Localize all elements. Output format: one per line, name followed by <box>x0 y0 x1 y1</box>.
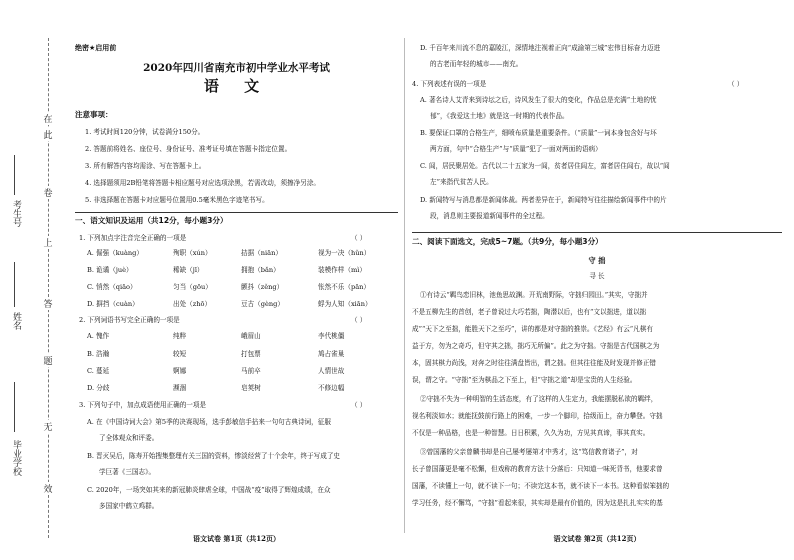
notice-item: 4. 选择题须用2B铅笔将答题卡相应题号对应选项涂黑，若需改动，须擦净另涂。 <box>85 179 321 187</box>
seal-word: 上 <box>40 236 56 249</box>
q3-option-line: A. 在《中国诗词大会》第5季的决赛现场，选手彭敏信手拈来一句句古典诗词，征服 <box>87 418 331 426</box>
section-rule <box>75 212 398 213</box>
page-footer-left: 语文试卷 第1页（共12页） <box>192 534 281 543</box>
subject-title: 语 文 <box>203 77 270 95</box>
q3-option-line: D. 千百年来川流不息的嘉陵江，深情地注视着正向“成渝第三城”宏伟目标奋力迈进 <box>420 44 661 52</box>
notice-item: 1. 考试时间120分钟，试卷满分150分。 <box>85 128 205 136</box>
article-line: 误，谓之守。“守拙”至为棋品之下至上，但“守拙之道”却是宝贵的人生经验。 <box>412 376 637 384</box>
article-line: ①有诗云“羁鸟恋旧林，池鱼思故渊。开荒南野际，守拙归园田。”其实，守拙并 <box>420 291 648 299</box>
page-right <box>412 0 782 560</box>
article-line: 成”“天下之至拙，能胜天下之至巧”，讲的都是对守拙的推崇。《艺经》有云“凡棋有 <box>412 325 653 333</box>
q4-option-line: A. 著名诗人艾青来到诗坛之后，诗风发生了很大的变化，作品总是充满“土地的忧 <box>420 96 657 104</box>
q1-option: 匀当（gōu） <box>173 283 212 291</box>
q1-option: 拮据（niān） <box>241 249 282 257</box>
q1-option: D. 摒挡（cuàn） <box>87 300 139 308</box>
q2-option: A. 愧作 <box>87 332 110 340</box>
q2-option: 马前卒 <box>241 367 261 375</box>
q1-option: 豆古（gèng） <box>241 300 284 308</box>
q2-option: 皂荚树 <box>241 384 261 392</box>
q2-option: 不修边幅 <box>318 384 345 392</box>
q2-option: 鸠占雀巢 <box>318 350 345 358</box>
q1-option: 殉职（xún） <box>173 249 212 257</box>
article-line: 益于方，勿为之奇巧，但守其之拙，拙巧无所偏”。此之为守拙。守拙是古代国棋之为 <box>412 342 660 350</box>
q4-option-line: C. 闾，居民聚居处。古代以二十五家为一闾，贫者居住闾左，富者居住闾右，故以“闾 <box>420 162 670 170</box>
q3-option-line: 多国家中鹤立鸡群。 <box>99 502 159 510</box>
notice-item: 2. 答题前将姓名、座位号、身份证号、准考证号填在答题卡指定位置。 <box>85 145 292 153</box>
article-line: ②守拙不失为一种明智的生活态度，有了这样的人生定力，我能摆脱私欲的羁绊， <box>420 395 658 403</box>
notice-heading: 注意事项： <box>75 110 113 119</box>
q2-option: 李代桃僵 <box>318 332 345 340</box>
q3-option-line: 学巨著《三国志》。 <box>99 468 156 476</box>
article-line: 本，固其棋力尚浅，对奔之时往往满盘皆出，谓之拙。但其往往能及时发现并修正错 <box>412 359 656 367</box>
q1-option: B. 诡谲（juè） <box>87 266 133 274</box>
q2-option: B. 浩瀚 <box>87 350 110 358</box>
exam-title: 2020年四川省南充市初中学业水平考试 <box>143 62 330 74</box>
page-left <box>75 0 398 560</box>
q1-option: 蜉为人知（xiān） <box>318 300 372 308</box>
seal-word: 无 <box>40 420 56 433</box>
article-line: 视名利淡如水；就能抚鼓前行路上的困难，一步一个脚印，拾级而上，奋力攀登。守拙 <box>412 412 663 420</box>
q2-option: 较短 <box>173 350 187 358</box>
seal-word: 在 <box>40 112 56 125</box>
q4-option-line: 两方面，句中“合格生产”与“质量”犯了一面对两面的语病） <box>430 145 602 153</box>
q4-option-line: 段，消息则主要报道新闻事件的全过程。 <box>430 212 549 220</box>
q2-option: 纯粹 <box>173 332 187 340</box>
q2-option: D. 分歧 <box>87 384 110 392</box>
q1-bracket: （ ） <box>351 234 367 242</box>
q4-bracket: （ ） <box>728 80 744 88</box>
notice-item: 5. 非选择题在答题卡对应题号位置用0.5毫米黑色字迹笔书写。 <box>85 196 269 204</box>
q3-option-line: B. 晋灭吴后，陈寿开始搜集整理有关三国的资料，惨淡经营了十个余年，终于写成了史 <box>87 452 341 460</box>
seal-word: 答 <box>40 297 56 310</box>
q2-option: 人情世故 <box>318 367 345 375</box>
section1-heading: 一、语文知识及运用（共12分，每小题3分） <box>75 216 228 225</box>
q1-option: 颤抖（zěng） <box>241 283 284 291</box>
q1-option: 怅然不乐（pān） <box>318 283 370 291</box>
q2-bracket: （ ） <box>351 316 367 324</box>
section-rule <box>412 232 782 233</box>
q1-option: 装模作样（mì） <box>318 266 366 274</box>
section2-heading: 二、阅读下面选文，完成5~7题。（共9分，每小题3分） <box>412 237 603 246</box>
q2-option: C. 蔓延 <box>87 367 110 375</box>
field-line <box>14 262 15 307</box>
q3-option-line: 了全体观众和评委。 <box>99 434 159 442</box>
q4-option-line: 左”来指代贫苦人民。 <box>430 178 493 186</box>
article-line: 学习任务，经不懈笃，“守拙”看起来很，其实却是最有价值的，因为这是扎扎实实的基 <box>412 499 663 507</box>
field-candidate-number: 考生号 <box>11 200 21 227</box>
article-line: ③曾国藩的父亲曾麟书却是自己屡考屡第才中秀才，这“笃信教育诸子”，对 <box>420 448 638 456</box>
field-name: 姓名 <box>11 312 21 330</box>
q3-option-line: C. 2020年，一场突如其来的新冠肺炎肆虐全球，中国战“疫”取得了辉煌成绩，在众 <box>87 486 331 494</box>
page-divider <box>404 38 405 533</box>
seal-word: 此 <box>40 128 56 141</box>
page-footer-right: 语文试卷 第2页（共12页） <box>553 534 641 543</box>
article-author: 寻 长 <box>589 272 605 280</box>
secret-label: 绝密★启用前 <box>75 44 117 52</box>
article-line: 不仅是一种品格，也是一种智慧。日日积累，久久为功，方见其真谛，事其真实。 <box>412 429 650 437</box>
q1-option: A. 倔强（kuàng） <box>87 249 143 257</box>
field-school: 毕业学校 <box>11 440 21 476</box>
q2-option: 峨眉山 <box>241 332 261 340</box>
field-line <box>14 155 15 195</box>
q1-option: 出处（zhō） <box>173 300 212 308</box>
q2-stem: 2. 下列词语书写完全正确的一项是 <box>79 316 180 324</box>
q2-option: 婀娜 <box>173 367 187 375</box>
article-line: 国藩，不读懂上一句，就不读下一句；不读完这本书，就不读下一本书。这种看似笨拙的 <box>412 482 670 490</box>
q3-bracket: （ ） <box>351 401 367 409</box>
q3-stem: 3. 下列句子中，加点成语使用正确的一项是 <box>79 401 207 409</box>
binding-margin <box>0 0 70 560</box>
q1-option: 稀缺（jī） <box>173 266 204 274</box>
q1-stem: 1. 下列加点字注音完全正确的一项是 <box>79 234 187 242</box>
field-line <box>14 382 15 432</box>
q4-option-line: 郁”，《我爱这土地》就是这一时期的代表作品。 <box>430 112 569 120</box>
q2-option: 打包票 <box>241 350 261 358</box>
notice-item: 3. 所有解答内容均需涂、写在答题卡上。 <box>85 162 206 170</box>
seal-word: 卷 <box>40 186 56 199</box>
article-line: 长子曾国藩更是毫不松懈，但戏称的教育方法十分落后：只知道一味死背书，他要求曾 <box>412 465 663 473</box>
article-title: 守 拙 <box>588 256 606 265</box>
q3-option-line: 的古老而年轻的城市——南充。 <box>430 60 523 68</box>
article-line: 不是五柳先生的首创，老子曾说过大巧若拙，陶潜以后，也有“文以拙进，道以拙 <box>412 308 647 316</box>
q4-option-line: B. 要保证口罩的合格生产，细喷布质量是重要条件。（“质量”一词本身包含好与坏 <box>420 129 657 137</box>
seal-word: 效 <box>40 482 56 495</box>
q1-option: 拥抱（bǎn） <box>241 266 280 274</box>
q4-stem: 4. 下列表述有误的一项是 <box>412 80 487 88</box>
q1-option: 视为一决（hǔn） <box>318 249 371 257</box>
q1-option: C. 悄然（qiāo） <box>87 283 137 291</box>
q4-option-line: D. 新闻特写与消息都是新闻体裁。两者差异在于，新闻特写往往描绘新闻事件中的片 <box>420 196 667 204</box>
q2-option: 濒涸 <box>173 384 187 392</box>
seal-word: 题 <box>40 354 56 367</box>
